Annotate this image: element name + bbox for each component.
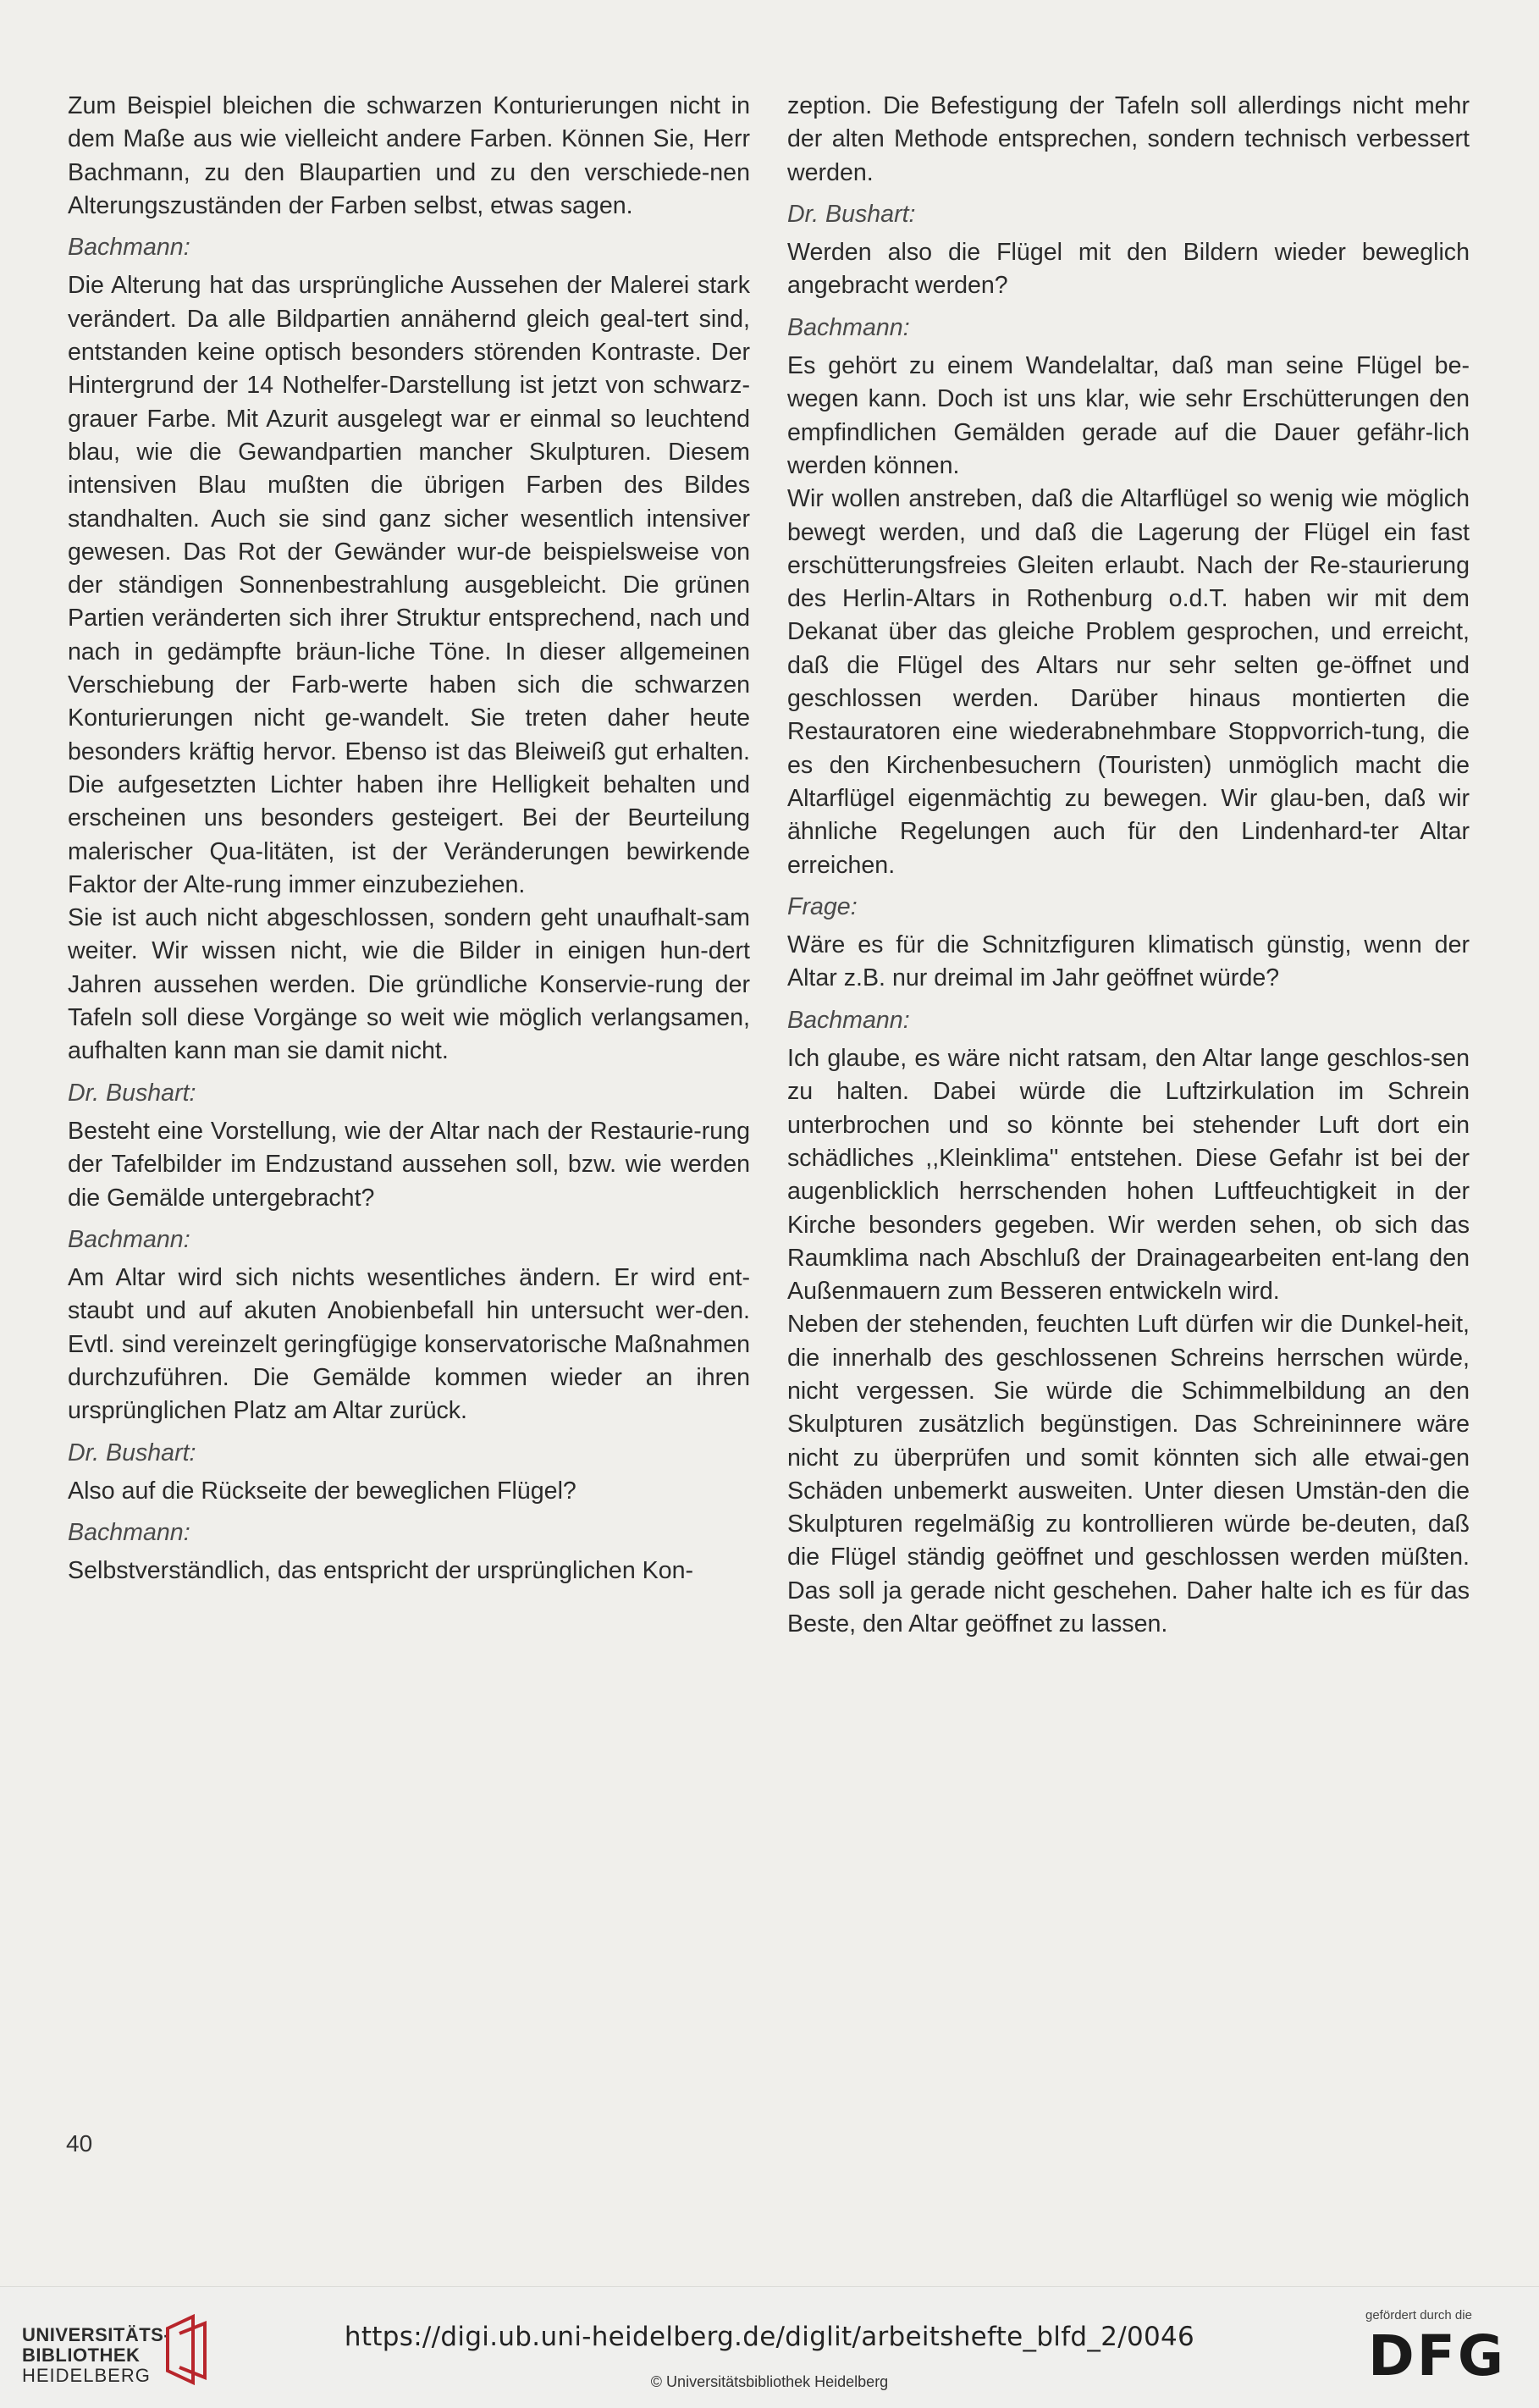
paragraph: Neben der stehenden, feuchten Luft dürfen wir die Dunkel-heit, die innerhalb des geschlossenen Schreins herrschen würde, nicht vergessen. Sie würde die Schimmelbildung an den Skulpturen zusätzlich begünstigen. Das Schreininnere wäre nicht zu überprüfen und somit könnten sich alle etwai-gen Schäden unbemerkt ausweiten. Unter diesen Umstän-den die Skulpturen regelmäßig zu kontrollieren würde be-deuten, daß die Flügel ständig geöffnet und geschlossen werden müßten. Das soll ja gerade nicht geschehen. Daher halte ich es für das Beste, den Altar geöffnet zu lassen. [787, 1311, 1470, 1638]
right-column [787, 90, 1470, 1641]
paragraph: zeption. Die Befestigung der Tafeln soll allerdings nicht mehr der alten Methode entsprechen, sondern technisch verbessert werden. [787, 92, 1470, 186]
library-name-line-3: HEIDELBERG [22, 2365, 151, 2386]
permalink-url[interactable]: https://digi.ub.uni-heidelberg.de/diglit/arbeitshefte_blfd_2/0046 [344, 2322, 1195, 2352]
copyright-notice: © Universitätsbibliothek Heidelberg [650, 2373, 889, 2390]
speaker-label: Bachmann: [68, 234, 190, 262]
paragraph: Die Alterung hat das ursprüngliche Aussehen der Malerei stark verändert. Da alle Bildpartien annähernd gleich geal-tert sind, entstanden keine optisch besonders störenden Kontraste. Der Hintergrund der 14 Nothelfer-Darstellung ist jetzt von schwarz-grauer Farbe. Mit Azurit ausgelegt war er einmal so leuchtend blau, wie die Gewandpartien mancher Skulpturen. Diesem intensiven Blau mußten die übrigen Farben des Bildes standhalten. Auch sie sind ganz sicher wesentlich intensiver gewesen. Das Rot der Gewänder wur-de beispielsweise von der ständigen Sonnenbestrahlung ausgebleicht. Die grünen Partien veränderten sich ihrer Struktur entsprechend, nach und nach in gedämpfte bräun-liche Töne. In dieser allgemeinen Verschiebung der Farb-werte haben sich die schwarzen Konturierungen nicht ge-wandelt. Sie treten daher heute besonders kräftig hervor. Ebenso ist das Bleiweiß gut erhalten. Die aufgesetzten Lichter haben ihre Helligkeit behalten und erscheinen uns besonders gesteigert. Bei der Beurteilung malerischer Qua-litäten, ist der Veränderungen bewirkende Faktor der Alte-rung immer einzubeziehen. [68, 272, 750, 898]
speaker-label: Dr. Bushart: [787, 200, 916, 228]
paragraph: Zum Beispiel bleichen die schwarzen Konturierungen nicht in dem Maße aus wie vielleicht andere Farben. Können Sie, Herr Bachmann, zu den Blaupartien und zu den verschiede-nen Alterungszuständen der Farben selbst, etwas sagen. [68, 92, 750, 219]
paragraph: Wäre es für die Schnitzfiguren klimatisch günstig, wenn der Altar z.B. nur dreimal im Jahr geöffnet würde? [787, 931, 1470, 992]
left-column [68, 90, 750, 1588]
library-name-line-1: UNIVERSITÄTS- [22, 2324, 171, 2345]
speaker-label: Bachmann: [787, 313, 910, 341]
page-number: 40 [66, 2130, 93, 2157]
speaker-label: Dr. Bushart: [68, 1439, 196, 1466]
dfg-logo: DFG [1368, 2323, 1507, 2389]
paragraph: Also auf die Rückseite der beweglichen Flügel? [68, 1477, 576, 1505]
speaker-label: Bachmann: [787, 1006, 910, 1034]
library-name-line-2: BIBLIOTHEK [22, 2344, 141, 2366]
speaker-label: Bachmann: [68, 1519, 190, 1547]
paragraph: Ich glaube, es wäre nicht ratsam, den Altar lange geschlos-sen zu halten. Dabei würde die Luftzirkulation im Schrein unterbrochen und so könnte bei stehender Luft dort ein schädliches ,,Kleinklima'' entstehen. Diese Gefahr ist bei der augenblicklich herrschenden hohen Luftfeuchtigkeit in der Kirche besonders gegeben. Wir werden sehen, ob sich das Raumklima nach Abschluß der Drainagearbeiten ent-lang den Außenmauern zum Besseren entwickeln wird. [787, 1045, 1470, 1306]
paragraph: Selbstverständlich, das entspricht der ursprünglichen Kon- [68, 1557, 694, 1585]
paragraph: Sie ist auch nicht abgeschlossen, sondern geht unaufhalt-sam weiter. Wir wissen nicht, wie die Bilder in einigen hun-dert Jahren aussehen werden. Die gründliche Konservie-rung der Tafeln soll diese Vorgänge so weit wie möglich verlangsamen, aufhalten kann man sie damit nicht. [68, 904, 750, 1065]
paragraph: Werden also die Flügel mit den Bildern wieder beweglich angebracht werden? [787, 239, 1470, 300]
paragraph: Besteht eine Vorstellung, wie der Altar nach der Restaurie-rung der Tafelbilder im Endzustand aussehen soll, bzw. wie werden die Gemälde untergebracht? [68, 1117, 750, 1212]
paragraph: Es gehört zu einem Wandelaltar, daß man seine Flügel be-wegen kann. Doch ist uns klar, wie sehr Erschütterungen den empfindlichen Gemälden gerade auf die Dauer gefähr-lich werden können. [787, 352, 1470, 479]
paragraph: Am Altar wird sich nichts wesentliches ändern. Er wird ent-staubt und auf akuten Anobienbefall hin untersucht wer-den. Evtl. sind vereinzelt geringfügige konservatorische Maßnahmen durchzuführen. Die Gemälde kommen wieder an ihren ursprünglichen Platz am Altar zurück. [68, 1264, 750, 1425]
paragraph: Wir wollen anstreben, daß die Altarflügel so wenig wie möglich bewegt werden, und daß die Lagerung der Flügel ein fast erschütterungsfreies Gleiten erlaubt. Nach der Re-staurierung des Herlin-Altars in Rothenburg o.d.T. haben wir mit dem Dekanat über das gleiche Problem gesprochen, und erreicht, daß die Flügel des Altars nur sehr selten ge-öffnet und geschlossen werden. Darüber hinaus montierten die Restauratoren eine wiederabnehmbare Stoppvorrich-tung, die es den Kirchenbesuchern (Touristen) unmöglich macht die Altarflügel eigenmächtig zu bewegen. Wir glau-ben, daß wir ähnliche Regelungen auch für den Lindenhard-ter Altar erreichen. [787, 485, 1470, 879]
speaker-label: Frage: [787, 892, 858, 920]
speaker-label: Dr. Bushart: [68, 1079, 196, 1107]
funding-label: gefördert durch die [1365, 2308, 1472, 2322]
speaker-label: Bachmann: [68, 1225, 190, 1253]
